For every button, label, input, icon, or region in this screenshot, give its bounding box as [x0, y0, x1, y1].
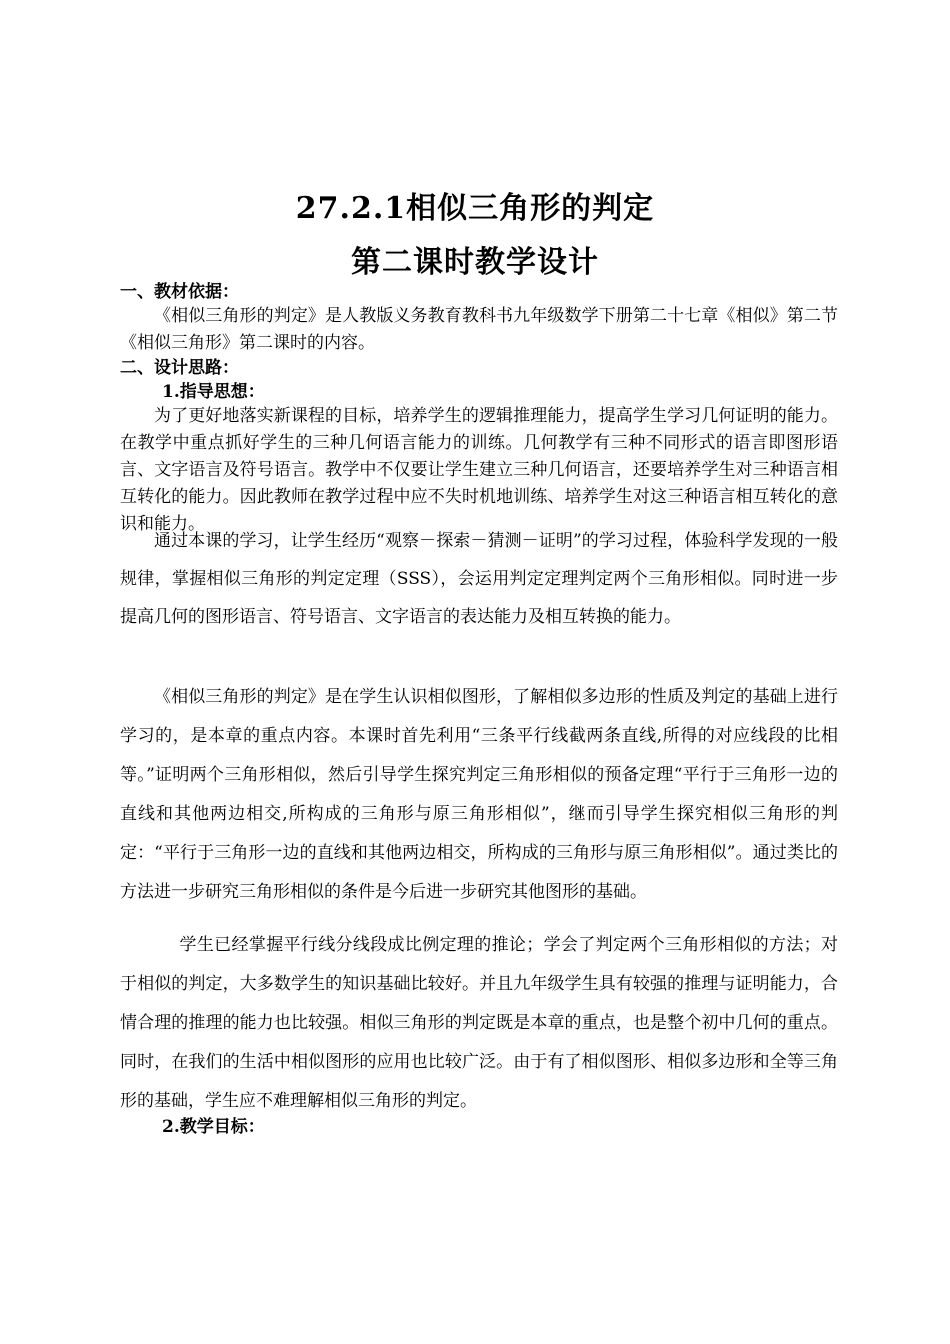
paragraph-student-analysis: 学生已经掌握平行线分线段成比例定理的推论；学会了判定两个三角形相似的方法；对于相似的判定，大多数学生的知识基础比较好。并且九年级学生具有较强的推理与证明能力，合情合理的推理的能力也比较强。相似三角形的判定既是本章的重点，也是整个初中几何的重点。同时，在我们的生活中相似图形的应用也比较广泛。由于有了相似图形、相似多边形和全等三角形的基础，学生应不难理解相似三角形的判定。	[120, 935, 838, 1111]
section-heading-design: 二、设计思路：	[120, 358, 239, 378]
paragraph-content-analysis: 《相似三角形的判定》是在学生认识相似图形，了解相似多边形的性质及判定的基础上进行学习的，是本章的重点内容。本课时首先利用“三条平行线截两条直线,所得的对应线段的比相等。”证明两个三角形相似，然后引导学生探究判定三角形相似的预备定理“平行于三角形一边的直线和其他两边相交,所构成的三角形与原三角形相似”，继而引导学生探究相似三角形的判定：“平行于三角形一边的直线和其他两边相交，所构成的三角形与原三角形相似”。通过类比的方法进一步研究三角形相似的条件是今后进一步研究其他图形的基础。	[120, 687, 838, 902]
paragraph-learning-process: 通过本课的学习，让学生经历“观察－探索－猜测－证明”的学习过程，体验科学发现的一般规律，掌握相似三角形的判定定理（SSS），会运用判定定理判定两个三角形相似。同时进一步提高几何的图形语言、符号语言、文字语言的表达能力及相互转换的能力。	[120, 531, 838, 627]
document-title: 27.2.1相似三角形的判定	[295, 191, 655, 226]
document-subtitle: 第二课时教学设计	[351, 245, 599, 280]
paragraph-basis: 《相似三角形的判定》是人教版义务教育教科书九年级数学下册第二十七章《相似》第二节《相似三角形》第二课时的内容。	[120, 306, 838, 353]
subheading-guiding-idea: 1.指导思想：	[162, 382, 265, 402]
section-heading-basis: 一、教材依据：	[120, 282, 239, 302]
paragraph-guiding-idea: 为了更好地落实新课程的目标，培养学生的逻辑推理能力，提高学生学习几何证明的能力。在教学中重点抓好学生的三种几何语言能力的训练。几何教学有三种不同形式的语言即图形语言、文字语言及符号语言。教学中不仅要让学生建立三种几何语言，还要培养学生对三种语言相互转化的能力。因此教师在教学过程中应不失时机地训练、培养学生对这三种语言相互转化的意识和能力。	[120, 406, 838, 534]
subheading-teaching-goals: 2.教学目标：	[162, 1117, 265, 1137]
